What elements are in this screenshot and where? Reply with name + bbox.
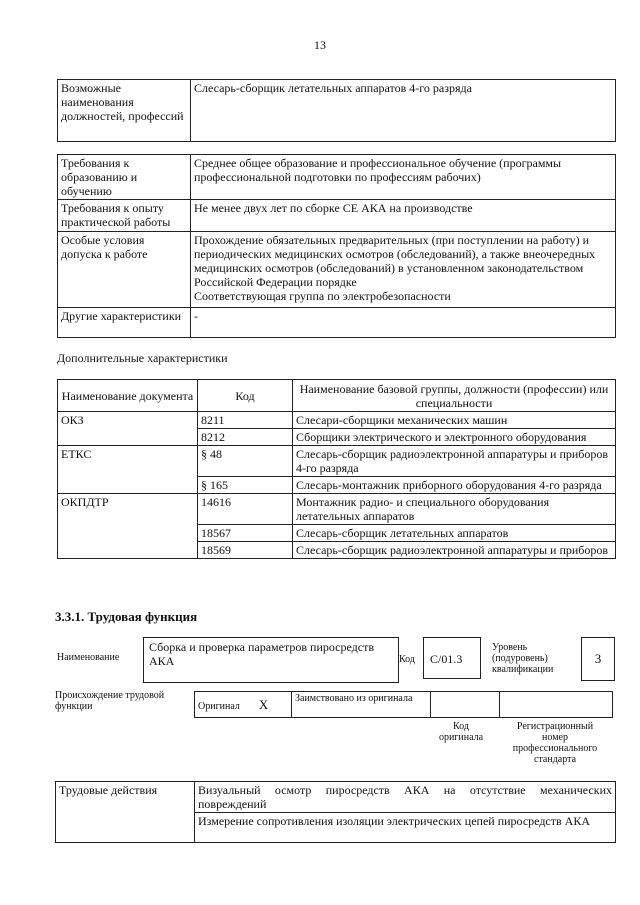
name-cell: Слесарь-сборщик летательных аппаратов — [293, 525, 616, 542]
special-conditions-value: Прохождение обязательных предварительных (при поступлении на работу) и периодических медицинских осмотров (обследований), а также внеочередных медицинских осмотров (обследований) в установленном законодательством Российской Федерации порядке — [194, 233, 596, 289]
additional-title: Дополнительные характеристики — [57, 351, 228, 365]
original-cell — [195, 692, 292, 718]
function-name-label: Наименование — [57, 652, 120, 663]
name-cell: Слесарь-сборщик радиоэлектронной аппаратуры и приборов 4-го разряда — [293, 446, 616, 477]
function-code-box: С/01.3 — [423, 637, 481, 679]
education-value: Среднее общее образование и профессиональное обучение (программы профессиональной подготовки по профессиям рабочих) — [191, 155, 616, 200]
original-mark: X — [258, 696, 269, 712]
table-row — [58, 446, 616, 477]
possible-positions-table — [57, 79, 616, 142]
positions-label: Возможные наименования должностей, профессий — [58, 80, 191, 142]
level-label: Уровень (подуровень) квалификации — [492, 642, 554, 675]
actions-table — [55, 781, 616, 843]
origin-label: Происхождение трудовой функции — [55, 690, 165, 712]
section-title: 3.3.1. Трудовая функция — [55, 609, 198, 624]
code-cell: 18569 — [198, 542, 293, 559]
code-cell: 8211 — [198, 412, 293, 429]
experience-label: Требования к опыту практической работы — [58, 200, 191, 232]
code-caption: Код оригинала — [438, 721, 484, 743]
other-label: Другие характеристики — [58, 308, 191, 338]
code-cell: § 48 — [198, 446, 293, 477]
special-conditions-cell — [191, 232, 616, 308]
code-empty-cell — [431, 692, 500, 718]
function-code-label: Код — [399, 654, 415, 665]
code-cell: 8212 — [198, 429, 293, 446]
name-cell: Монтажник радио- и специального оборудования летательных аппаратов — [293, 494, 616, 525]
name-cell: Слесарь-монтажник приборного оборудования 4-го разряда — [293, 477, 616, 494]
code-cell: 14616 — [198, 494, 293, 525]
code-cell: § 165 — [198, 477, 293, 494]
col-header-doc: Наименование документа — [58, 380, 198, 412]
reg-caption: Регистрационный номер профессионального стандарта — [512, 721, 598, 765]
page-number: 13 — [314, 38, 326, 52]
col-header-name: Наименование базовой группы, должности (профессии) или специальности — [293, 380, 616, 412]
name-cell: Слесарь-сборщик радиоэлектронной аппаратуры и приборов — [293, 542, 616, 559]
action-item: Визуальный осмотр пиросредств АКА на отсутствие механических повреждений — [195, 782, 616, 813]
education-label: Требования к образованию и обучению — [58, 155, 191, 200]
requirements-table — [57, 154, 616, 338]
doc-cell: ЕТКС — [58, 446, 198, 494]
table-row — [58, 494, 616, 525]
origin-table — [194, 691, 613, 718]
original-label: Оригинал — [198, 700, 240, 712]
level-box: 3 — [581, 637, 615, 681]
code-cell: 18567 — [198, 525, 293, 542]
doc-cell: ОКЗ — [58, 412, 198, 446]
additional-table — [57, 379, 616, 559]
borrowed-label: Заимствовано из оригинала — [292, 692, 431, 718]
actions-label: Трудовые действия — [56, 782, 195, 843]
other-value: - — [191, 308, 616, 338]
doc-cell: ОКПДТР — [58, 494, 198, 559]
positions-value: Слесарь-сборщик летательных аппаратов 4-го разряда — [191, 80, 616, 142]
special-conditions-label: Особые условия допуска к работе — [58, 232, 191, 308]
col-header-code: Код — [198, 380, 293, 412]
function-name-box: Сборка и проверка параметров пиросредств АКА — [143, 637, 399, 683]
special-conditions-value2: Соответствующая группа по электробезопасности — [194, 289, 451, 303]
action-item: Измерение сопротивления изоляции электрических цепей пиросредств АКА — [195, 813, 616, 843]
reg-empty-cell — [500, 692, 613, 718]
name-cell: Сборщики электрического и электронного оборудования — [293, 429, 616, 446]
name-cell: Слесари-сборщики механических машин — [293, 412, 616, 429]
experience-value: Не менее двух лет по сборке СЕ АКА на производстве — [191, 200, 616, 232]
table-row — [58, 412, 616, 429]
